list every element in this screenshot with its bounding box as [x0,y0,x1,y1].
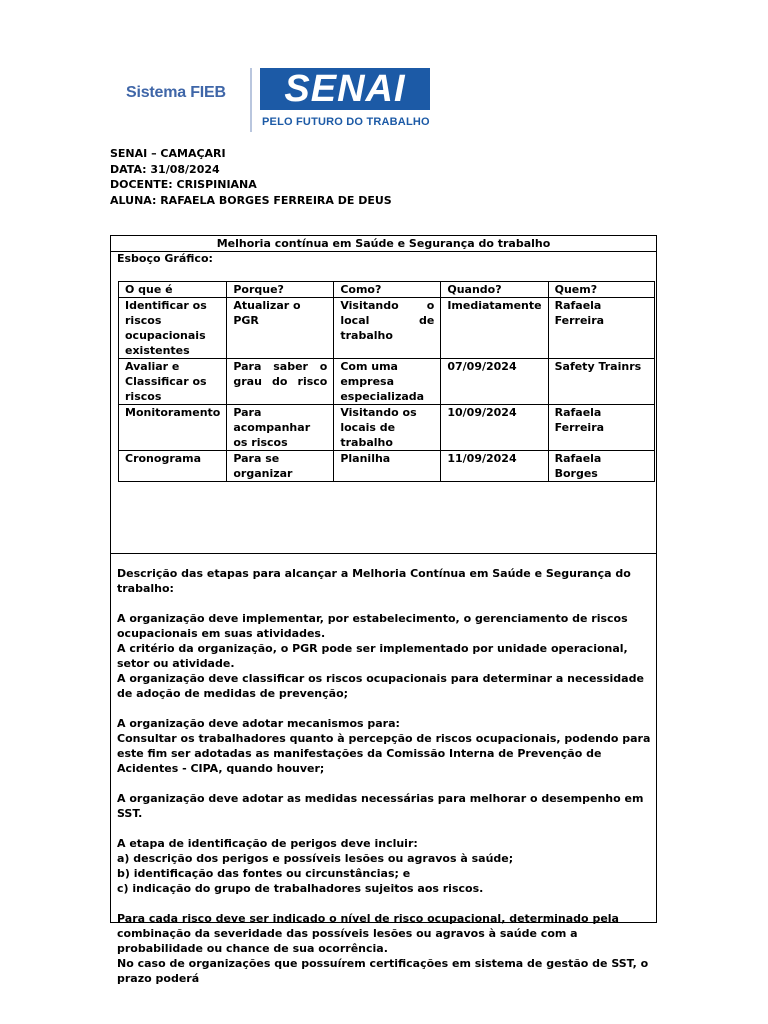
table-cell: Monitoramento [119,405,227,451]
table-cell: Para saber o grau do risco [227,359,334,405]
table-cell: 07/09/2024 [441,359,548,405]
table-cell: Com uma empresa especializada [334,359,441,405]
header-info [110,146,392,208]
list-item: a) descrição dos perigos e possíveis lesões ou agravos à saúde; [117,852,514,865]
paragraph: A critério da organização, o PGR pode ser implementado por unidade operacional, setor ou atividade. [117,642,628,670]
header-cell: Quando? [441,282,548,298]
logo-sistema-fieb: Sistema FIEB [126,84,226,101]
header-school: SENAI – CAMAÇARI [110,147,226,160]
table-cell: Visitando os locais de trabalho [334,405,441,451]
table-cell: Safety Trainrs [548,359,654,405]
description-section [117,566,653,986]
table-row [119,405,655,451]
sketch-label: Esboço Gráfico: [117,252,213,265]
table-cell: Imediatamente [441,298,548,359]
header-student: ALUNA: RAFAELA BORGES FERREIRA DE DEUS [110,193,392,207]
paragraph: No caso de organizações que possuírem certificações em sistema de gestão de SST, o prazo poderá [117,957,649,985]
table-cell: 11/09/2024 [441,451,548,482]
list-item: c) indicação do grupo de trabalhadores sujeitos aos riscos. [117,882,484,895]
header-cell: Porque? [227,282,334,298]
table-cell: Identificar os riscos ocupacionais existentes [119,298,227,359]
table-cell: Para se organizar [227,451,334,482]
paragraph: Consultar os trabalhadores quanto à percepção de riscos ocupacionais, podendo para este fim ser adotadas as manifestações da Comissão Interna de Prevenção de Acidentes - CIPA, quando houver; [117,732,651,775]
table-cell: Para acompanhar os riscos [227,405,334,451]
paragraph: A organização deve adotar as medidas necessárias para melhorar o desempenho em SST. [117,792,644,820]
paragraph: A etapa de identificação de perigos deve incluir: [117,837,418,850]
section-divider [111,553,656,554]
logo-divider [250,68,252,132]
table-header-row [119,282,655,298]
list-item: b) identificação das fontes ou circunstâncias; e [117,867,411,880]
header-date: DATA: 31/08/2024 [110,162,220,176]
paragraph: A organização deve classificar os riscos ocupacionais para determinar a necessidade de adoção de medidas de prevenção; [117,672,644,700]
paragraph: Para cada risco deve ser indicado o nível de risco ocupacional, determinado pela combinação da severidade das possíveis lesões ou agravos à saúde com a probabilidade ou chance de sua ocorrência. [117,912,619,955]
table-row [119,298,655,359]
table-row [119,451,655,482]
header-cell: Quem? [548,282,654,298]
table-cell: 10/09/2024 [441,405,548,451]
logo-brand-text: SENAI [284,68,406,110]
description-heading: Descrição das etapas para alcançar a Melhoria Contínua em Saúde e Segurança do trabalho: [117,567,631,595]
table-cell: Visitando o local de trabalho [334,298,441,359]
content-box [110,235,657,985]
table-cell: Rafaela Ferreira [548,298,654,359]
paragraph: A organização deve implementar, por estabelecimento, o gerenciamento de riscos ocupacionais em suas atividades. [117,612,628,640]
table-cell: Planilha [334,451,441,482]
box-title: Melhoria contínua em Saúde e Segurança do trabalho [111,236,656,252]
header-cell: O que é [119,282,227,298]
logo-slogan: PELO FUTURO DO TRABALHO [262,116,430,128]
table-cell: Rafaela Borges [548,451,654,482]
table-row [119,359,655,405]
table-cell: Rafaela Ferreira [548,405,654,451]
action-plan-table [118,281,655,482]
table-cell: Atualizar o PGR [227,298,334,359]
header-cell: Como? [334,282,441,298]
paragraph: A organização deve adotar mecanismos para: [117,717,400,730]
senai-logo [120,64,438,136]
table-cell: Cronograma [119,451,227,482]
table-cell: Avaliar e Classificar os riscos [119,359,227,405]
header-teacher: DOCENTE: CRISPINIANA [110,178,257,191]
